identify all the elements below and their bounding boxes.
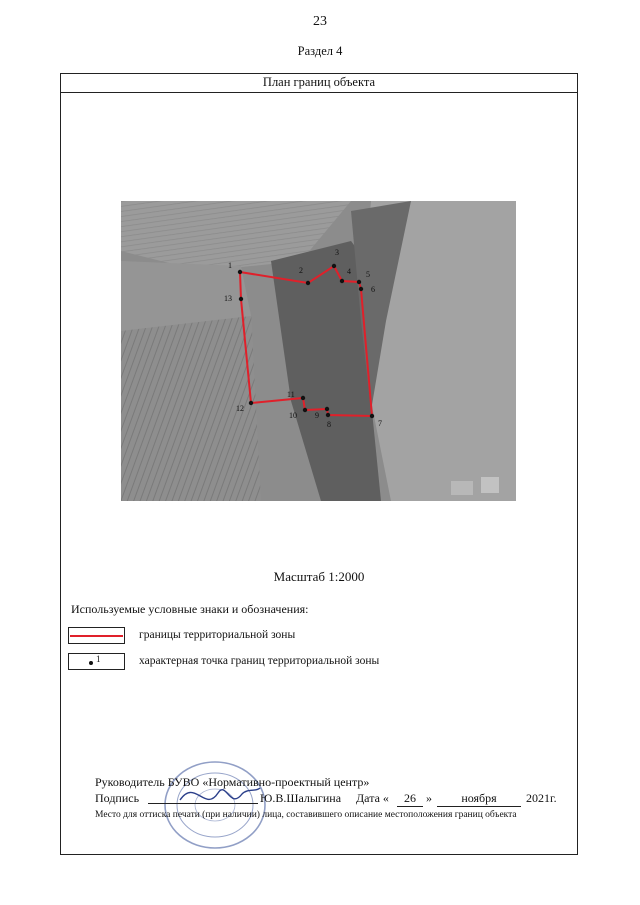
legend-line-symbol bbox=[68, 627, 125, 644]
legend-dot bbox=[89, 661, 93, 665]
boundary-point-7 bbox=[370, 414, 374, 418]
boundary-point-4 bbox=[340, 279, 344, 283]
date-day: 26 bbox=[397, 791, 423, 807]
boundary-point-label-10: 10 bbox=[289, 411, 297, 420]
boundary-point-12 bbox=[249, 401, 253, 405]
boundary-point-label-1: 1 bbox=[228, 261, 232, 270]
boundary-point-label-2: 2 bbox=[299, 266, 303, 275]
date-quote: » bbox=[426, 791, 432, 805]
boundary-point-label-4: 4 bbox=[347, 267, 351, 276]
boundary-point-1 bbox=[238, 270, 242, 274]
building-1 bbox=[451, 481, 473, 495]
building-2 bbox=[481, 477, 499, 493]
footer-head: Руководитель БУВО «Нормативно-проектный центр» bbox=[95, 775, 370, 789]
boundary-point-label-6: 6 bbox=[371, 285, 375, 294]
boundary-point-label-3: 3 bbox=[335, 248, 339, 257]
boundary-point-label-5: 5 bbox=[366, 270, 370, 279]
plan-title: План границ объекта bbox=[60, 73, 578, 93]
boundary-point-label-9: 9 bbox=[315, 411, 319, 420]
stamp-seal bbox=[160, 758, 270, 853]
boundary-point-9 bbox=[325, 407, 329, 411]
boundary-point-10 bbox=[303, 408, 307, 412]
legend-item-point: характерная точка границ территориальной зоны bbox=[139, 655, 380, 667]
page-number: 23 bbox=[313, 14, 327, 29]
scale-label: Масштаб 1:2000 bbox=[273, 569, 365, 584]
boundary-point-6 bbox=[359, 287, 363, 291]
legend-point-label: 1 bbox=[96, 654, 101, 664]
boundary-point-13 bbox=[239, 297, 243, 301]
boundary-point-label-8: 8 bbox=[327, 420, 331, 429]
boundary-point-label-13: 13 bbox=[224, 294, 232, 303]
section-title: Раздел 4 bbox=[297, 44, 343, 58]
boundary-point-2 bbox=[306, 281, 310, 285]
boundary-point-label-12: 12 bbox=[236, 404, 244, 413]
date-year: 2021г. bbox=[526, 791, 557, 805]
boundary-point-11 bbox=[301, 396, 305, 400]
sign-label: Подпись bbox=[95, 791, 140, 805]
legend-point-symbol bbox=[68, 653, 125, 670]
stamp-note: Место для оттиска печати (при наличии) лица, составившего описание местоположения границ объекта bbox=[95, 810, 517, 820]
date-label: Дата « bbox=[356, 791, 389, 805]
signer-name: Ю.В.Шалыгина bbox=[260, 791, 342, 805]
boundary-point-3 bbox=[332, 264, 336, 268]
legend-title: Используемые условные знаки и обозначения: bbox=[71, 602, 309, 616]
date-month: ноября bbox=[437, 791, 521, 807]
boundary-point-label-11: 11 bbox=[287, 390, 295, 399]
sign-line bbox=[148, 803, 258, 804]
boundary-point-label-7: 7 bbox=[378, 419, 382, 428]
legend-item-boundary: границы территориальной зоны bbox=[139, 629, 296, 641]
boundary-point-8 bbox=[326, 413, 330, 417]
legend-red-line bbox=[70, 635, 123, 637]
aerial-map bbox=[121, 201, 516, 501]
boundary-point-5 bbox=[357, 280, 361, 284]
